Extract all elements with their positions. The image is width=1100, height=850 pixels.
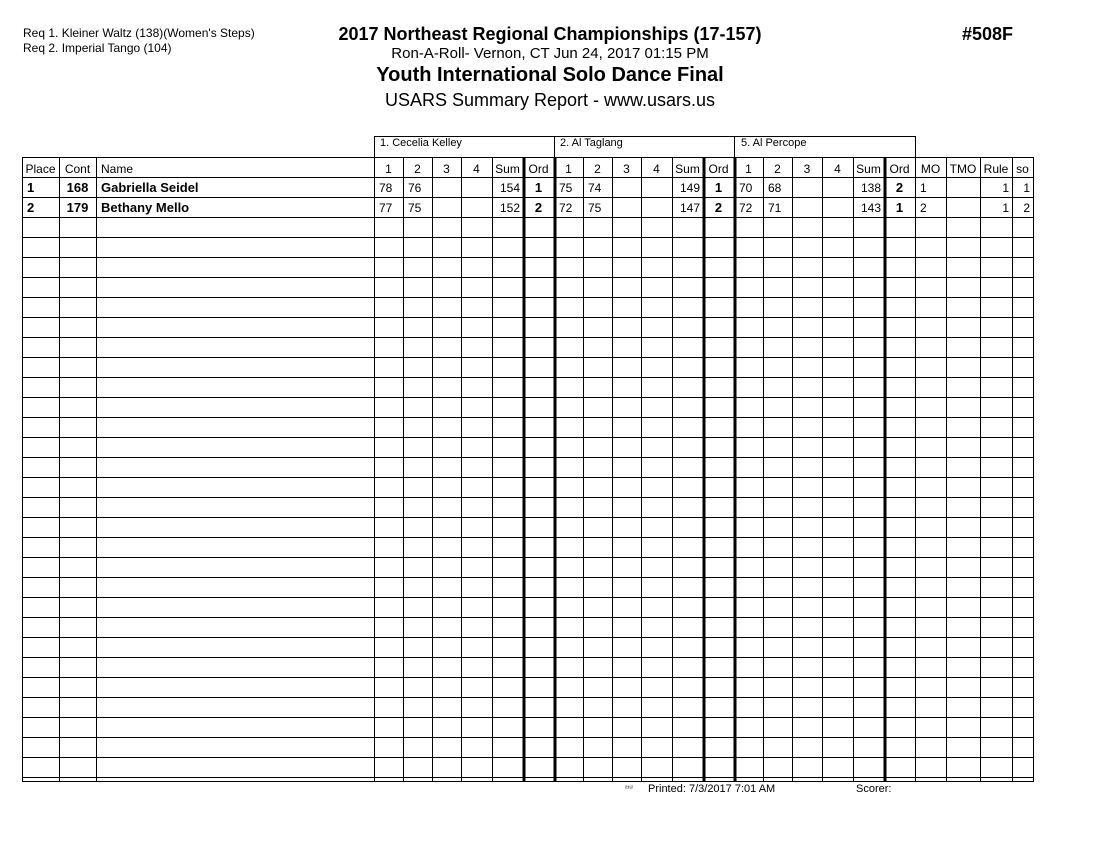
requirement-2: Req 2. Imperial Tango (104) — [23, 41, 172, 55]
col-name: Name — [101, 162, 134, 176]
col-j2-mark-2: 2 — [594, 162, 601, 176]
col-cont: Cont — [64, 162, 91, 176]
row-1-j1-sum: 154 — [499, 181, 520, 195]
row-1-j1-mark-1: 78 — [379, 181, 393, 195]
col-j1-ord: Ord — [528, 162, 549, 176]
row-1-j1-ord: 1 — [534, 181, 543, 195]
row-2-name: Bethany Mello — [101, 201, 190, 215]
col-rule: Rule — [983, 162, 1009, 176]
row-2-j1-mark-1: 77 — [379, 201, 393, 215]
row-1-j3-sum: 138 — [860, 181, 881, 195]
col-j1-mark-1: 1 — [385, 162, 392, 176]
judge-2-name: 2. Al Taglang — [560, 137, 623, 149]
col-j1-mark-2: 2 — [414, 162, 421, 176]
col-tmo: TMO — [949, 162, 977, 176]
col-j3-sum: Sum — [856, 162, 881, 176]
report-name: USARS Summary Report - www.usars.us — [384, 90, 716, 110]
row-1-so: 1 — [1023, 181, 1030, 195]
row-1-j2-mark-2: 74 — [588, 181, 602, 195]
row-2-so: 2 — [1023, 201, 1030, 215]
col-j3-ord: Ord — [889, 162, 910, 176]
col-so: so — [1016, 162, 1029, 176]
row-2-j3-mark-1: 72 — [739, 201, 753, 215]
row-1-place: 1 — [27, 181, 35, 195]
col-j1-sum: Sum — [495, 162, 520, 176]
row-2-cont: 179 — [66, 201, 89, 215]
col-j2-mark-4: 4 — [653, 162, 660, 176]
col-j1-mark-4: 4 — [473, 162, 480, 176]
col-j2-ord: Ord — [708, 162, 729, 176]
location-date: Ron-A-Roll- Vernon, CT Jun 24, 2017 01:15 PM — [391, 45, 709, 62]
row-2-j3-mark-2: 71 — [768, 201, 782, 215]
row-1-j1-mark-2: 76 — [408, 181, 422, 195]
row-2-j2-mark-1: 72 — [559, 201, 573, 215]
col-j2-mark-3: 3 — [623, 162, 630, 176]
event-code: #508F — [962, 24, 1014, 44]
event-name: Youth International Solo Dance Final — [376, 64, 724, 86]
row-2-place: 2 — [27, 201, 35, 215]
footer-mark: ²³¹² — [625, 786, 633, 792]
row-2-j3-sum: 143 — [860, 201, 881, 215]
row-1-rule: 1 — [1002, 181, 1009, 195]
row-1-j3-mark-1: 70 — [739, 181, 753, 195]
printed-date: Printed: 7/3/2017 7:01 AM — [648, 783, 776, 795]
row-1-j2-mark-1: 75 — [559, 181, 573, 195]
row-1-name: Gabriella Seidel — [101, 181, 199, 195]
competition-title: 2017 Northeast Regional Championships (17-157) — [338, 24, 762, 44]
row-1-j2-ord: 1 — [714, 181, 723, 195]
row-2-j3-ord: 1 — [895, 201, 904, 215]
col-j1-mark-3: 3 — [443, 162, 450, 176]
col-j3-mark-4: 4 — [834, 162, 841, 176]
col-mo: MO — [920, 162, 941, 176]
col-j3-mark-2: 2 — [774, 162, 781, 176]
row-2-j1-ord: 2 — [534, 201, 543, 215]
row-2-j2-mark-2: 75 — [588, 201, 602, 215]
row-1-j3-ord: 2 — [895, 181, 904, 195]
scorer-label: Scorer: — [856, 783, 892, 795]
row-1-mo: 1 — [920, 181, 927, 195]
row-2-rule: 1 — [1002, 201, 1009, 215]
row-2-j1-mark-2: 75 — [408, 201, 422, 215]
col-j2-mark-1: 1 — [565, 162, 572, 176]
col-j2-sum: Sum — [675, 162, 700, 176]
col-place: Place — [25, 162, 56, 176]
row-2-j2-sum: 147 — [679, 201, 700, 215]
row-2-mo: 2 — [920, 201, 927, 215]
requirement-1: Req 1. Kleiner Waltz (138)(Women's Steps) — [23, 26, 255, 40]
row-2-j2-ord: 2 — [714, 201, 723, 215]
row-2-j1-sum: 152 — [499, 201, 520, 215]
row-1-j3-mark-2: 68 — [768, 181, 782, 195]
judge-1-name: 1. Cecelia Kelley — [380, 137, 462, 149]
row-1-cont: 168 — [66, 181, 89, 195]
col-j3-mark-1: 1 — [745, 162, 752, 176]
col-j3-mark-3: 3 — [803, 162, 811, 176]
judge-3-name: 5. Al Percope — [741, 137, 807, 149]
row-1-j2-sum: 149 — [679, 181, 700, 195]
